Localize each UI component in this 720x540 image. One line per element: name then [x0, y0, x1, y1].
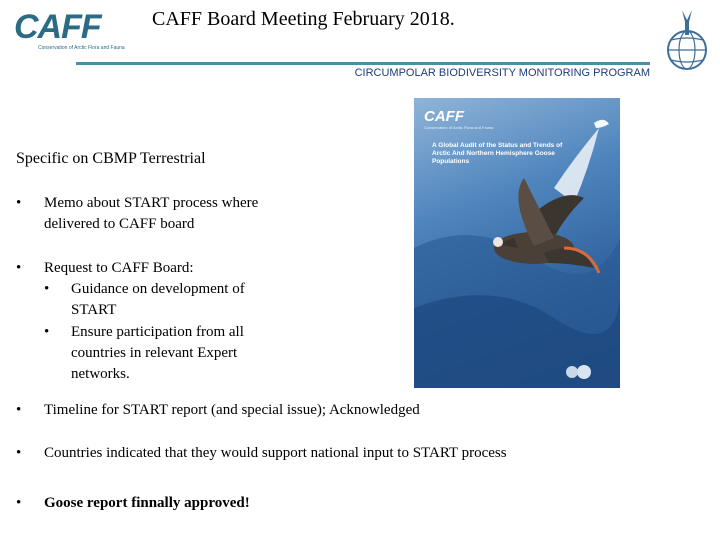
- arctic-council-emblem-icon: [664, 6, 710, 72]
- sub-bullet-icon: •: [44, 281, 50, 297]
- section-heading: Specific on CBMP Terrestrial: [16, 150, 206, 167]
- cover-title: A Global Audit of the Status and Trends of Arctic And Northern Hemisphere Goose Populations: [432, 142, 563, 165]
- bullet-text: Timeline for START report (and special issue); Acknowledged: [44, 402, 420, 418]
- caff-logo-text: CAFF: [14, 8, 101, 46]
- caff-logo-subtitle: Conservation of Arctic Flora and Fauna: [38, 45, 125, 51]
- bullet-text: Memo about START process where: [44, 195, 259, 211]
- header-divider: [76, 62, 650, 65]
- report-cover-image: [414, 98, 620, 388]
- bullet-text: Goose report finnally approved!: [44, 495, 250, 511]
- sub-bullet-text: Ensure participation from all: [71, 324, 244, 340]
- sub-bullet-icon: •: [44, 324, 50, 340]
- bullet-text: Countries indicated that they would support national input to START process: [44, 445, 507, 461]
- sub-bullet-text: networks.: [71, 366, 130, 382]
- bullet-icon: •: [16, 495, 22, 511]
- bullet-icon: •: [16, 260, 22, 276]
- cover-logo: CAFF: [424, 108, 464, 125]
- program-name: CIRCUMPOLAR BIODIVERSITY MONITORING PROGRAM: [354, 67, 650, 79]
- bullet-icon: •: [16, 445, 22, 461]
- sub-bullet-text: START: [71, 302, 117, 318]
- slide-title: CAFF Board Meeting February 2018.: [152, 8, 455, 30]
- bullet-icon: •: [16, 402, 22, 418]
- sub-bullet-text: countries in relevant Expert: [71, 345, 238, 361]
- bullet-text: Request to CAFF Board:: [44, 260, 194, 276]
- sub-bullet-text: Guidance on development of: [71, 281, 245, 297]
- caff-logo: [12, 8, 142, 50]
- bullet-text: delivered to CAFF board: [44, 216, 195, 232]
- bullet-icon: •: [16, 195, 22, 211]
- cover-subtitle: Conservation of Arctic Flora and Fauna: [424, 125, 494, 130]
